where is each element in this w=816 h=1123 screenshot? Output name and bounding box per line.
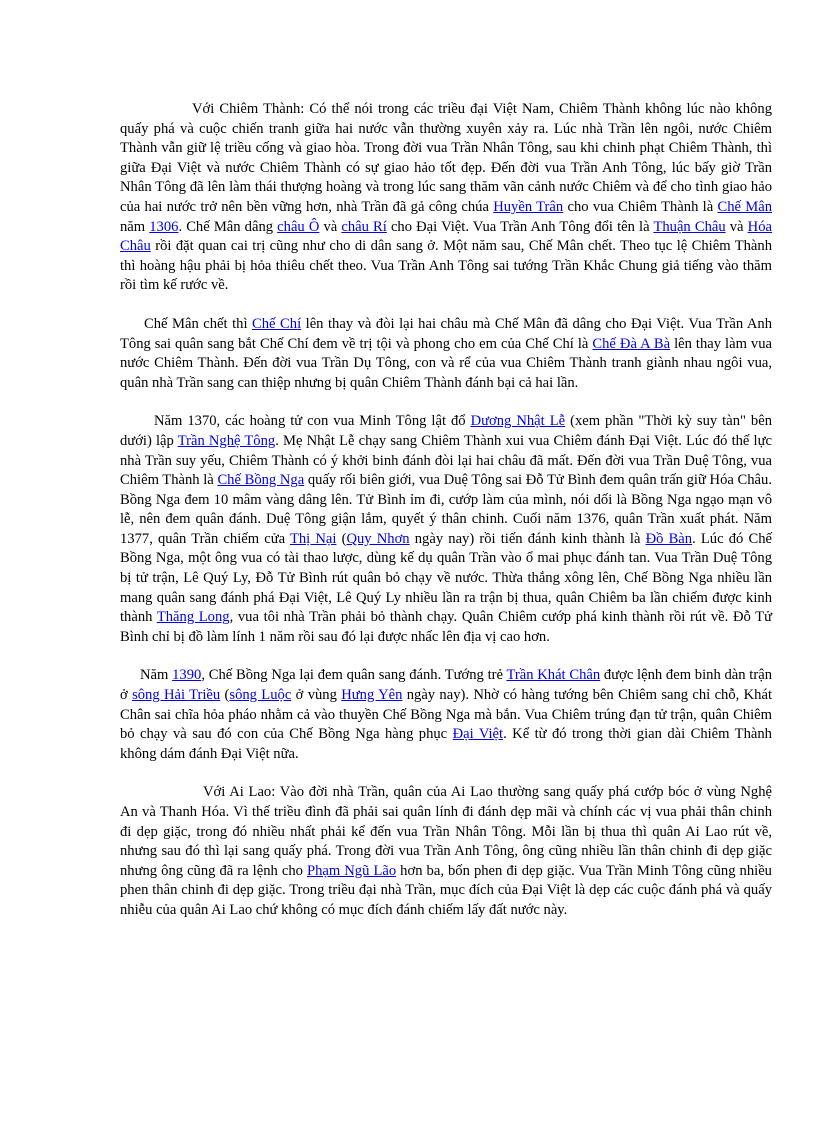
paragraph-text: Với Ai Lao: Vào đời nhà Trần, quân của Ai Lao thường sang quấy phá cướp bóc ở vùng Nghệ An và Thanh Hóa. Vì thế triều đình đã phải sai quân lính đi đánh dẹp mãi và chính các vị vua phải thân chinh đi dẹp giặc, trong đó nhiều nhất phải kể đến vua Trần Nhân Tông. Mỗi lần bị thua thì quân Ai Lao rút về, nhưng sau đó thì lại sang quấy phá. Trong đời vua Trần Anh Tông, ông cũng nhiều lần thân chinh đi dẹp giặc nhưng ông cũng đã ra lệnh cho (120, 784, 772, 879)
paragraph-text: . Chế Mân dâng (178, 218, 278, 235)
paragraph-text: . Lúc đó Chế Bồng Nga, một ông vua có tài thao lược, dùng kế dụ quân Trần vào ổ mai phục đánh tan. Vua Trần Duệ Tông bị tử trận, Lê Quý Ly, Đỗ Tử Bình rút quân bỏ chạy về nước. Thừa thắng xông lên, Chế Bồng Nga nhiều lần mang quân sang đánh phá Đại Việt, Lê Quý Ly nhiều lần ra trận bị thua, quân Chiêm ba lần chiếm được kinh thành (120, 530, 772, 626)
text-link[interactable]: Phạm Ngũ Lão (306, 862, 397, 879)
paragraph-text: (xem phần "Thời kỳ suy tàn" bên dưới) lập (120, 413, 773, 449)
text-link[interactable]: châu Rí (341, 218, 387, 235)
paragraph-text: hơn ba, bốn phen đi dẹp giặc. Vua Trần Minh Tông cũng nhiều phen thân chinh đi dẹp giặc. Trong triều đại nhà Trần, mục đích của Đại Việt là dẹp các cuộc đánh phá và quấy nhiễu của quân Ai Lao chứ không có mục đích đánh chiếm lấy đất nước này. (120, 862, 772, 918)
text-link[interactable]: Hưng Yên (341, 687, 403, 704)
paragraph-text: ở vùng (291, 687, 342, 704)
text-link[interactable]: Trần Khát Chân (506, 667, 601, 684)
paragraph-text: Năm 1370, các hoàng tử con vua Minh Tông lật đổ (154, 413, 471, 430)
paragraph (120, 666, 772, 764)
text-link[interactable]: Thị Nại (289, 530, 337, 547)
paragraph-text: và (319, 218, 342, 235)
paragraph-text: ngày nay) rồi tiến đánh kinh thành là (409, 530, 646, 547)
text-link[interactable]: 1390 (172, 667, 202, 684)
text-link[interactable]: Đại Việt (452, 726, 504, 743)
paragraph (120, 100, 772, 296)
paragraph-text: Với Chiêm Thành: Có thể nói trong các triều đại Việt Nam, Chiêm Thành không lúc nào không quấy phá và cuộc chiến tranh giữa hai nước vẫn thường xuyên xảy ra. Lúc nhà Trần lên ngôi, nước Chiêm Thành vẫn giữ lệ triều cống và giao hòa. Trong đời vua Trần Nhân Tông, sau khi chinh phạt Chiêm Thành, thì giữa Đại Việt và nước Chiêm Thành có sự giao hảo tốt đẹp. Đến đời vua Trần Anh Tông, lúc bấy giờ Trần Nhân Tông đã lên làm thái thượng hoàng và trong lúc sang thăm vãn cảnh nước Chiêm và để cho tình giao hảo của hai nước trở nên bền vững hơn, nhà Trần đã gả công chúa (120, 101, 772, 215)
paragraph-text: rồi đặt quan cai trị cũng như cho di dân sang ở. Một năm sau, Chế Mân chết. Theo tục lệ Chiêm Thành thì hoàng hậu phải bị hỏa thiêu chết theo. Vua Trần Anh Tông sai tướng Trần Khắc Chung giả tiếng vào thăm rồi tìm kế rước về. (120, 238, 772, 294)
text-link[interactable]: Quy Nhơn (346, 530, 410, 547)
paragraph-text: lên thay làm vua nước Chiêm Thành. Đến đời vua Trần Dụ Tông, con và rể của vua Chiêm Thành tranh giành nhau ngôi vua, quân nhà Trần sang can thiệp nhưng bị quân Chiêm Thành đánh bại cả hai lần. (120, 335, 772, 391)
document-page (120, 100, 772, 940)
paragraph-text: năm (120, 218, 150, 235)
text-link[interactable]: Chế Chí (252, 315, 302, 332)
text-link[interactable]: Chế Mân (717, 198, 773, 215)
paragraph-text: cho vua Chiêm Thành là (563, 198, 718, 215)
paragraph-text: , vua tôi nhà Trần phải bỏ thành chạy. Quân Chiêm cướp phá kinh thành rồi rút về. Đỗ Tử Bình chỉ bị đồ làm lính 1 năm rồi sau đó lại được nhấc lên địa vị cao hơn. (120, 609, 772, 645)
text-link[interactable]: Chế Bồng Nga (217, 472, 305, 489)
paragraph-text: . Kể từ đó trong thời gian dài Chiêm Thành không dám đánh Đại Việt nữa. (120, 726, 772, 762)
paragraph-text: ( (220, 687, 230, 704)
paragraph-text: quấy rối biên giới, vua Duệ Tông sai Đỗ Tử Bình đem quân trấn giữ Hóa Châu. Bồng Nga đem 10 mâm vàng dâng lên. Tử Bình ỉm đi, cướp làm của mình, nói dối là Bồng Nga ngạo mạn vô lễ, nên đem quân đánh. Duệ Tông giận lắm, quyết ý thân chinh. Cuối năm 1376, quân Trần xuất phát. Năm 1377, quân Trần chiếm cửa (120, 472, 772, 547)
text-link[interactable]: Hóa Châu (120, 218, 772, 255)
paragraph-text: ngày nay). Nhờ có hàng tướng bên Chiêm sang chỉ chỗ, Khát Chân sai chĩa hỏa pháo nhằm cả vào thuyền Chế Bồng Nga mà bắn. Vua Chiêm trúng đạn tử trận, quân Chiêm bỏ chạy và sau đó con của Chế Bồng Nga hàng phục (120, 687, 772, 743)
text-link[interactable]: sông Hải Triều (132, 687, 221, 704)
paragraph (120, 783, 772, 920)
text-link[interactable]: Thuận Châu (653, 218, 726, 235)
text-link[interactable]: Huyền Trân (493, 198, 564, 215)
paragraph-text: . Mẹ Nhật Lễ chạy sang Chiêm Thành xui vua Chiêm đánh Đại Việt. Lúc đó thế lực nhà Trần suy yếu, Chiêm Thành có ý khởi binh đánh đòi lại hai châu đã mất. Đến đời vua Trần Duệ Tông, vua Chiêm Thành là (120, 432, 773, 489)
paragraph-text: ( (336, 530, 347, 547)
text-link[interactable]: Chế Đà A Bà (592, 335, 671, 352)
text-link[interactable]: Trần Nghệ Tông (177, 432, 276, 449)
paragraph-text: Năm (140, 667, 173, 684)
paragraph-text: , Chế Bồng Nga lại đem quân sang đánh. Tướng trẻ (201, 667, 507, 684)
text-link[interactable]: Thăng Long (156, 609, 230, 626)
text-link[interactable]: Dương Nhật Lễ (470, 413, 566, 430)
text-link[interactable]: sông Luộc (229, 687, 292, 704)
paragraph-text: và (725, 218, 748, 235)
paragraph (120, 412, 772, 647)
text-link[interactable]: châu Ô (277, 218, 320, 235)
paragraph (120, 315, 772, 393)
paragraph-text: được lệnh đem binh dàn trận ở (120, 667, 772, 704)
paragraph-text: Chế Mân chết thì (144, 315, 253, 332)
text-link[interactable]: 1306 (149, 218, 179, 235)
paragraph-text: lên thay và đòi lại hai châu mà Chế Mân đã dâng cho Đại Việt. Vua Trần Anh Tông sai quân sang bắt Chế Chí đem về trị tội và phong cho em của Chế Chí là (120, 315, 772, 352)
paragraph-text: cho Đại Việt. Vua Trần Anh Tông đổi tên là (386, 218, 654, 235)
text-link[interactable]: Đồ Bàn (645, 530, 693, 547)
